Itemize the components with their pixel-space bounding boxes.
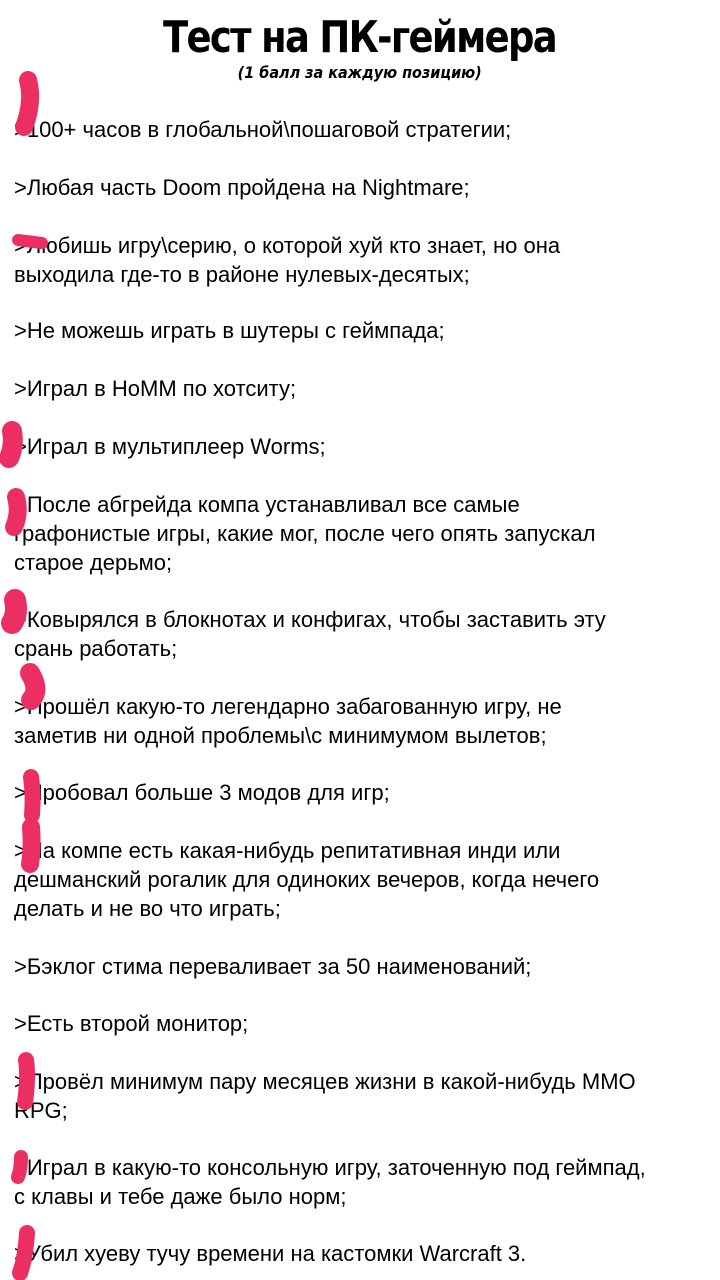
page-title: Тест на ПК-геймера: [163, 12, 557, 63]
checklist-item: >Не можешь играть в шутеры с геймпада;: [14, 318, 445, 343]
checklist-item: >100+ часов в глобальной\пошаговой стратегии;: [14, 117, 512, 142]
checklist-item: >Бэклог стима переваливает за 50 наименований;: [14, 954, 532, 979]
checklist-item: >Любишь игру\серию, о которой хуй кто знает, но она выходила где-то в районе нулевых-десятых;: [14, 233, 561, 287]
marker-scribble: [9, 431, 13, 458]
checklist-item: >Прошёл какую-то легендарно забагованную игру, не заметив ни одной проблемы\с минимумом вылетов;: [14, 694, 562, 748]
page-subtitle: (1 балл за каждую позицию): [237, 63, 482, 82]
checklist-item: >Играл в HoMM по хотситу;: [14, 376, 297, 401]
checklist-item: >Любая часть Doom пройдена на Nightmare;: [14, 175, 470, 200]
checklist-item: >Пробовал больше 3 модов для игр;: [14, 780, 390, 805]
checklist-item: >Ковырялся в блокнотах и конфигах, чтобы заставить эту срань работать;: [14, 607, 606, 661]
checklist-item: >Провёл минимум пару месяцев жизни в какой-нибудь MMO RPG;: [14, 1069, 636, 1123]
checklist-item: >Есть второй монитор;: [14, 1011, 249, 1036]
checklist-item: >На компе есть какая-нибудь репитативная инди или дешманский рогалик для одиноких вечеров, когда нечего делать и не во что играть;: [14, 838, 600, 921]
checklist-item: >После абгрейда компа устанавливал все самые графонистые игры, какие мог, после чего опять запускал старое дерьмо;: [14, 492, 596, 575]
checklist-item: >Играл в мультиплеер Worms;: [14, 434, 326, 459]
checklist-item: >Убил хуеву тучу времени на кастомки Warcraft 3.: [14, 1241, 527, 1266]
checklist-item: >Играл в какую-то консольную игру, заточенную под геймпад, с клавы и тебе даже было норм;: [14, 1155, 646, 1209]
